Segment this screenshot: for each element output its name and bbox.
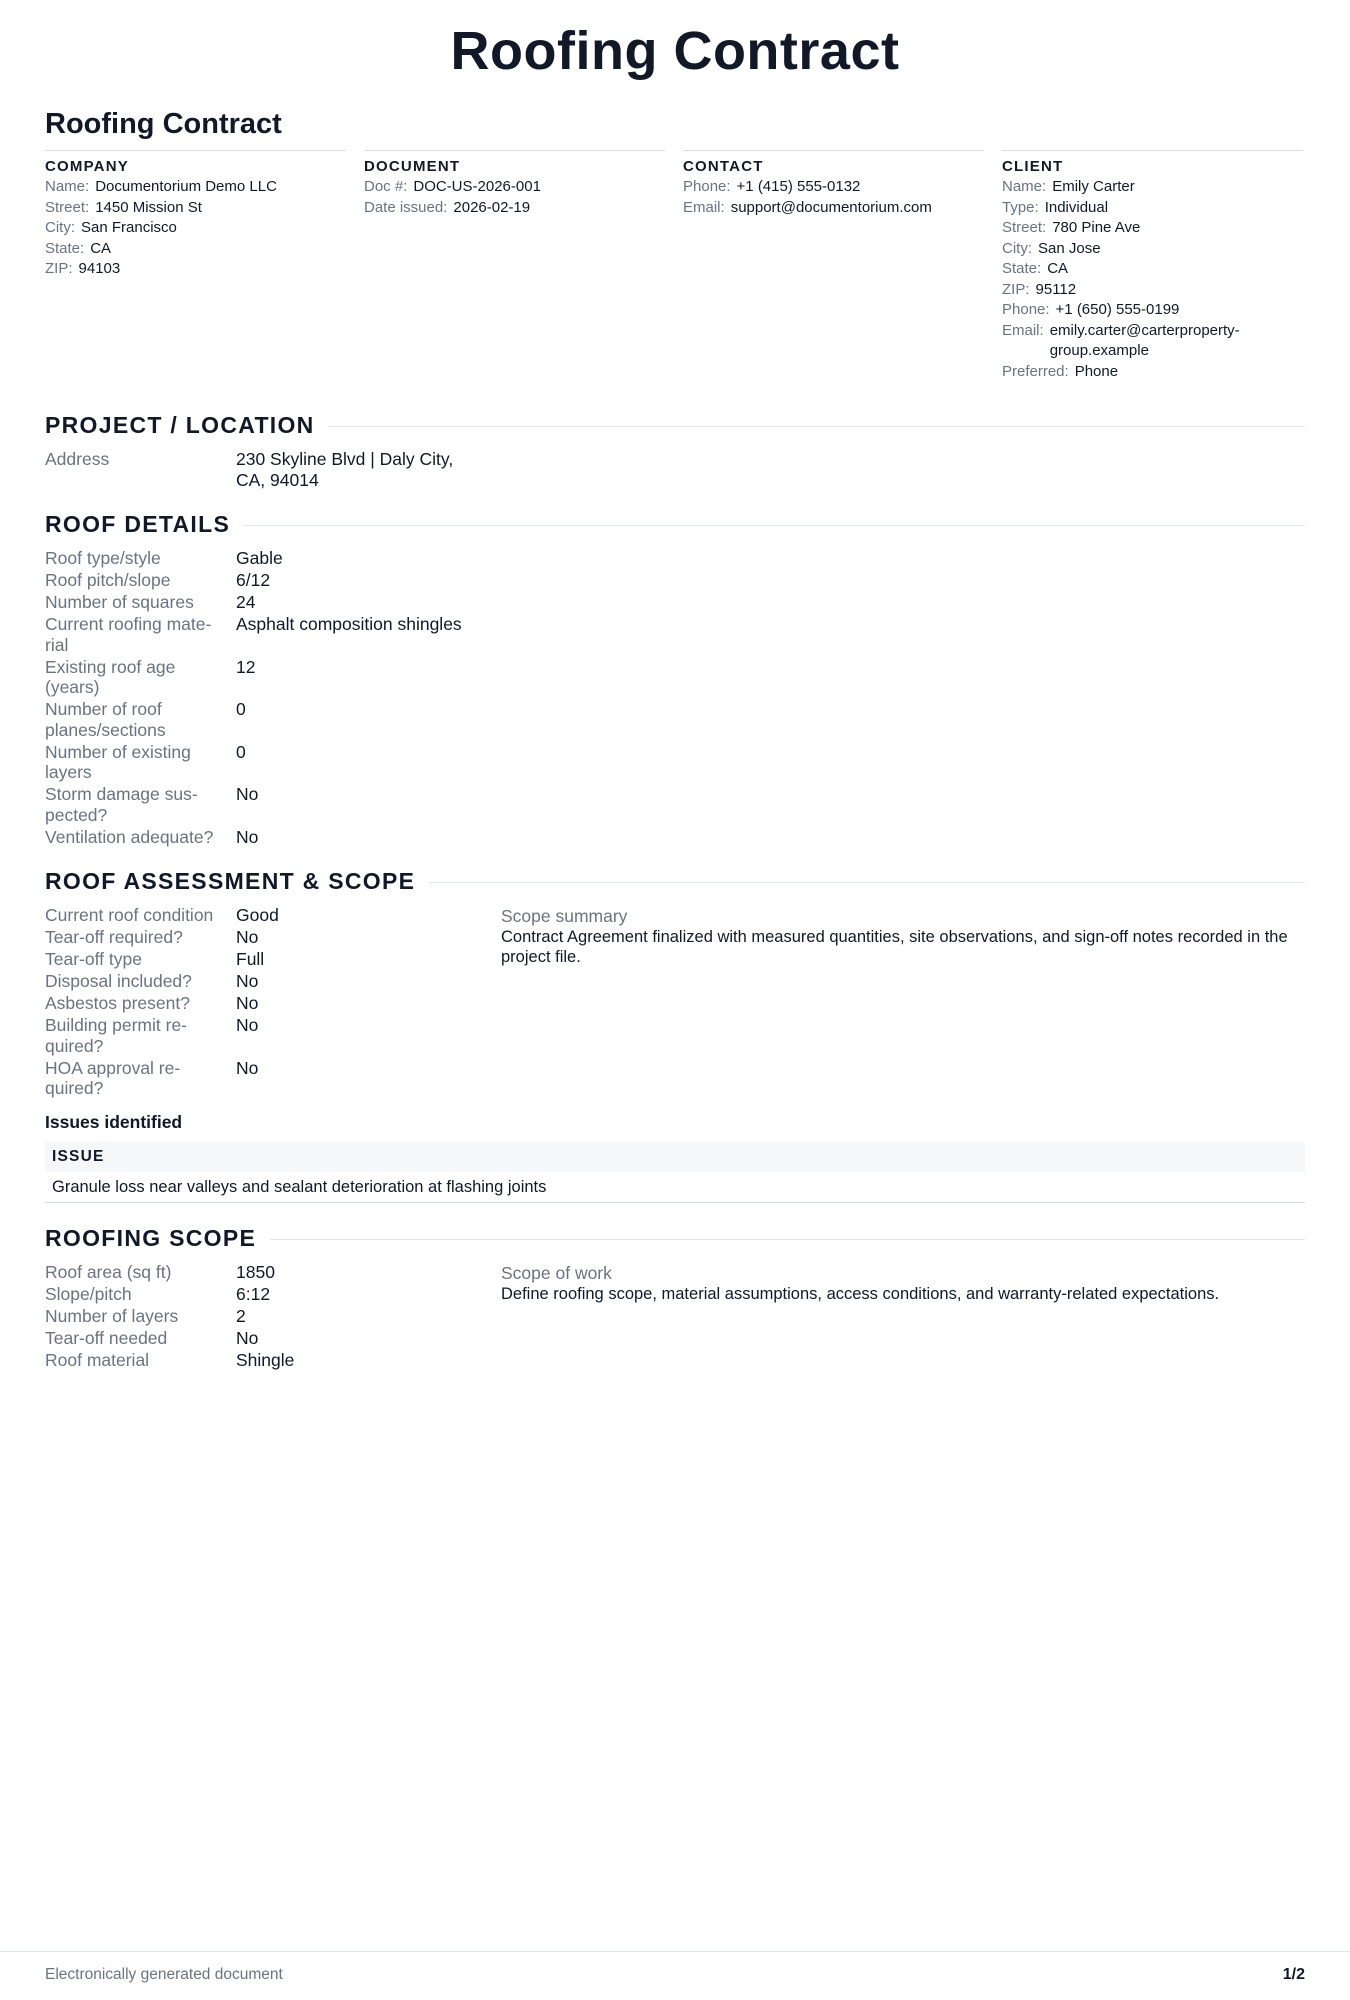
field-label: Street: [1002,219,1047,236]
field-label: State: [45,239,85,257]
field-value: No [236,784,259,804]
section-header [45,412,1305,439]
scope-summary-label: Scope summary [501,906,628,926]
scope-row [45,1350,501,1371]
field-label: Name: [45,178,90,195]
field-value: 24 [236,592,256,612]
field-label: Number of existing layers [45,741,191,782]
client-row [1002,300,1303,321]
document-row [364,198,665,219]
detail-row [45,614,1305,655]
company-row [45,177,346,198]
document-title: Roofing Contract [45,108,282,140]
table-row: Granule loss near valleys and sealant deterioration at flashing joints [45,1172,1305,1203]
client-row [1002,259,1303,280]
detail-row [45,592,1305,613]
issues-heading: Issues identified [45,1112,183,1132]
field-value: support@documentorium.com [730,198,932,216]
field-value: 12 [236,656,256,677]
field-value: 1850 [236,1262,275,1282]
field-value: No [236,1057,259,1078]
roof-details-section [45,511,1305,849]
field-label: ZIP: [1002,280,1030,298]
field-label: Ventilation adequate? [45,826,214,847]
scope-row [45,1306,501,1327]
detail-row [45,699,1305,740]
detail-row [45,827,1305,848]
field-label: ZIP: [45,260,73,277]
assessment-section [45,868,1305,1203]
section-divider [244,525,1305,526]
field-label: Phone: [1002,301,1050,318]
section-title: ROOFING SCOPE [45,1225,257,1251]
section-title: ROOF DETAILS [45,511,231,537]
scope-row [45,1328,501,1349]
field-value: 95112 [1035,280,1077,298]
field-value: 2 [236,1306,246,1326]
company-row [45,239,346,260]
section-title: PROJECT / LOCATION [45,412,315,438]
field-value: 6:12 [236,1284,271,1304]
field-value: 6/12 [236,570,271,590]
section-divider [429,882,1305,883]
field-value: No [236,971,259,991]
page-title: Roofing Contract [450,21,900,81]
field-label: Roof type/style [45,548,161,568]
field-label: Date issued: [364,198,448,216]
assessment-row [45,1058,501,1099]
field-value: Shingle [236,1350,295,1370]
field-label: Phone: [683,178,731,195]
client-row [1002,177,1303,198]
section-header [45,868,1305,895]
contact-block [683,150,984,382]
field-value: No [236,826,259,847]
field-label: Email: [683,198,725,216]
field-label: HOA approval re-quired? [45,1057,181,1098]
field-label: Current roof condition [45,905,214,925]
footer-note: Electronically generated document [45,1966,283,1983]
page-footer [0,1951,1350,1983]
field-label: Number of roof planes/sections [45,699,166,740]
scope-of-work-label: Scope of work [501,1263,612,1283]
issues-table [45,1142,1305,1203]
project-section [45,412,1305,492]
field-value: 780 Pine Ave [1052,219,1141,236]
field-value: Individual [1044,198,1109,216]
document-row [364,177,665,198]
field-label: Storm damage sus-pected? [45,784,198,825]
company-row [45,259,346,280]
document-heading: DOCUMENT [364,158,461,175]
detail-row [45,784,1305,825]
company-block [45,150,346,382]
field-value: 1450 Mission St [95,198,202,216]
client-row [1002,198,1303,219]
field-value: 2026-02-19 [453,198,531,216]
field-label: Address [45,449,110,469]
field-label: Doc #: [364,178,408,195]
field-value: Documentorium Demo LLC [95,178,277,195]
company-row [45,198,346,219]
field-label: Tear-off required? [45,927,183,947]
client-row [1002,321,1303,362]
field-value: No [236,1015,259,1035]
field-label: City: [1002,239,1032,257]
scope-row [45,1262,501,1283]
field-value: +1 (415) 555-0132 [736,178,861,195]
field-value: San Francisco [81,219,177,236]
assessment-row [45,993,501,1014]
header-info [45,150,1305,382]
field-label: Name: [1002,178,1047,195]
client-row [1002,280,1303,301]
field-label: Tear-off type [45,949,142,969]
field-value: CA [1047,260,1069,277]
client-block [1002,150,1303,382]
field-value: No [236,993,259,1013]
assessment-row [45,1015,501,1056]
company-heading: COMPANY [45,158,129,175]
field-value: 94103 [78,260,121,277]
field-label: Disposal included? [45,971,192,991]
scope-of-work-text: Define roofing scope, material assumptions, access conditions, and warranty-related expectations. [501,1285,1220,1303]
client-row [1002,362,1303,383]
field-label: Existing roof age (years) [45,656,176,697]
section-divider [270,1239,1305,1240]
field-label: Roof area (sq ft) [45,1262,172,1282]
scope-row [45,1284,501,1305]
field-label: Slope/pitch [45,1284,132,1304]
field-value: No [236,927,259,947]
field-value: San Jose [1038,239,1101,257]
field-label: Preferred: [1002,362,1069,380]
field-value: No [236,1328,259,1348]
field-value: Gable [236,548,283,568]
assessment-row [45,971,501,992]
contact-heading: CONTACT [683,158,764,175]
field-value: CA [90,239,112,257]
field-label: Current roofing mate-rial [45,614,212,655]
issues-table-header: ISSUE [45,1142,1305,1172]
field-label: Roof material [45,1350,150,1370]
field-label: Tear-off needed [45,1328,168,1348]
field-label: Street: [45,198,90,216]
client-heading: CLIENT [1002,158,1064,175]
client-row [1002,218,1303,239]
client-row [1002,239,1303,260]
field-value: Emily Carter [1052,178,1135,195]
detail-row [45,548,1305,569]
scope-summary-text: Contract Agreement finalized with measured quantities, site observations, and sign-off notes recorded in the project file. [501,928,1288,966]
field-value: 230 Skyline Blvd | Daly City, CA, 94014 [236,449,454,490]
field-label: Number of layers [45,1306,179,1326]
field-label: Type: [1002,198,1039,216]
section-title: ROOF ASSESSMENT & SCOPE [45,868,416,894]
assessment-row [45,927,501,948]
detail-row [45,657,1305,698]
field-value: Full [236,949,265,969]
detail-row [45,742,1305,783]
field-value: Phone [1074,362,1119,380]
address-row [45,449,1305,490]
field-value: DOC-US-2026-001 [413,178,541,195]
field-label: Roof pitch/slope [45,570,171,590]
field-label: Asbestos present? [45,993,190,1013]
field-label: Number of squares [45,592,194,612]
field-label: State: [1002,260,1042,277]
section-divider [329,426,1305,427]
field-value: 0 [236,699,246,719]
assessment-row [45,905,501,926]
field-value: emily.carter@carterproperty-group.example [1049,321,1240,359]
field-label: Email: [1002,321,1044,339]
field-value: Asphalt composition shingles [236,614,462,634]
company-row [45,218,346,239]
field-label: Building permit re-quired? [45,1015,187,1056]
field-value: Good [236,905,279,925]
page-number: 1/2 [1282,1966,1305,1983]
field-value: +1 (650) 555-0199 [1055,301,1180,318]
field-value: 0 [236,741,246,762]
contact-row [683,177,984,198]
document-block [364,150,665,382]
section-header [45,511,1305,538]
assessment-row [45,949,501,970]
field-label: City: [45,219,75,236]
contact-row [683,198,984,219]
roofing-scope-section [45,1225,1305,1372]
section-header [45,1225,1305,1252]
detail-row [45,570,1305,591]
